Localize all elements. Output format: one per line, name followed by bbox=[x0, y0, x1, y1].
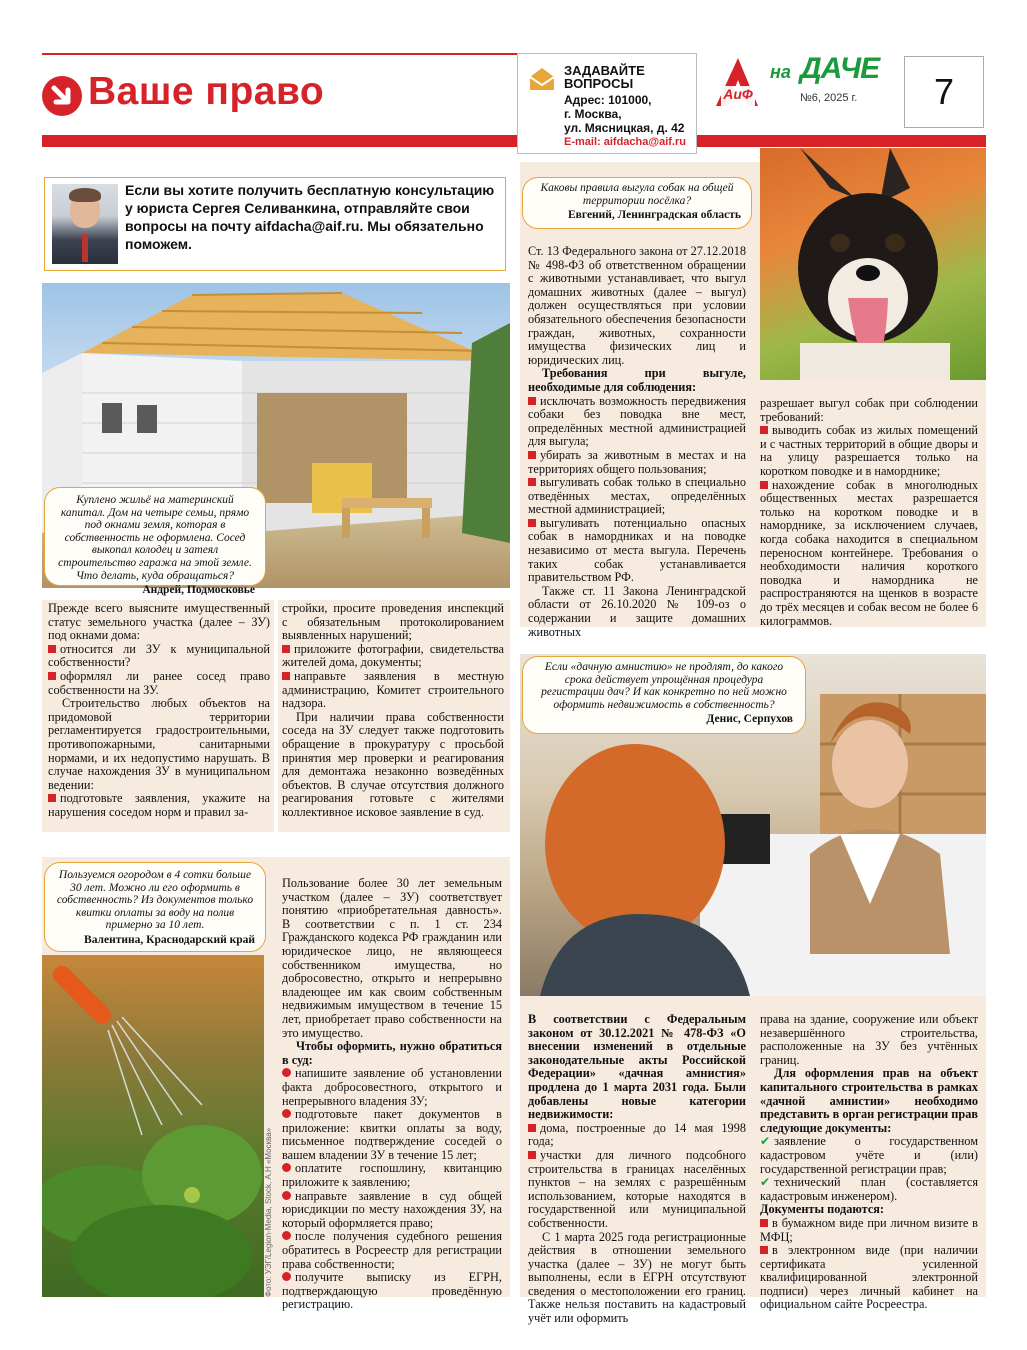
page-number: 7 bbox=[904, 56, 984, 128]
bullet-item: направьте заявление в суд общей юрисдикции по месту нахождения ЗУ, на который оформляется право; bbox=[282, 1188, 502, 1230]
section-arrow-icon bbox=[42, 76, 82, 116]
paragraph: стройки, просите проведения инспекций с обязательным протоколированием выявленных нарушений; bbox=[282, 601, 504, 643]
ask-box bbox=[517, 53, 697, 154]
envelope-icon bbox=[528, 66, 556, 97]
bullet-item: дома, построенные до 14 мая 1998 года; bbox=[528, 1120, 746, 1149]
bullet-item: направьте заявления в местную администрацию, Комитет строительного надзора. bbox=[282, 668, 504, 711]
article2-column-1 bbox=[528, 245, 746, 639]
bullet-item: участки для личного подсобного строительства в границах населённых пунктов – на землях с разрешённым использованием, которые находятся в государственной или муниципальной собственности. bbox=[528, 1147, 746, 1230]
aif-logo bbox=[712, 56, 762, 108]
bullet-item: выводить собак из жилых помещений и с частных территорий в общие дворы и на улицу разрешается только на коротком поводке и в наморднике; bbox=[760, 423, 978, 478]
paragraph: разрешает выгул собак при соблюдении требований: bbox=[760, 396, 978, 424]
article4-column-1 bbox=[528, 1013, 746, 1326]
question-text: Куплено жильё на материнский капитал. Дом на четыре семьи, прямо под окнами земля, которая в собственность не оформлена. Сосед выкопал колодец и затеял строительство гаража на этой земле. Что делать, куда обращаться? bbox=[58, 494, 252, 582]
checklist-item: ✔ заявление о государственном кадастровом учёте и (или) государственной регистрации прав; bbox=[760, 1135, 978, 1176]
article3-column bbox=[282, 877, 502, 1312]
bullet-item: напишите заявление об установлении факта добросовестного, открытого и непрерывного владения ЗУ; bbox=[282, 1066, 502, 1108]
checklist-item: ✔ технический план (составляется кадастровым инженером). bbox=[760, 1176, 978, 1203]
question-author: Денис, Серпухов bbox=[706, 713, 793, 726]
email-link[interactable]: E-mail: aifdacha@aif.ru bbox=[564, 136, 686, 148]
bullet-item: исключать возможность передвижения собаки без поводка вне мест, определённых местной администрацией для выгула; bbox=[528, 393, 746, 449]
paragraph: Ст. 13 Федерального закона от 27.12.2018 № 498-ФЗ об ответственном обращении с животными устанавливает, что выгул домашних животных (далее – выгул) должен осуществляться при условии обязательного обеспечения безопасности граждан, животных, сохранности имущества физических лиц и юридических лиц. bbox=[528, 244, 746, 367]
question-box-dogs bbox=[522, 177, 752, 229]
photo-credit: Фото: УЭГ/Legion-Media, Stock, А.Н «Москва» bbox=[264, 1127, 273, 1297]
address-line-2: г. Москва, bbox=[564, 107, 622, 121]
article2-column-2 bbox=[760, 397, 978, 628]
logo-na: на bbox=[770, 62, 791, 82]
logo-dacha: ДАЧЕ bbox=[800, 52, 880, 85]
article1-column-2 bbox=[278, 600, 510, 832]
watering-photo bbox=[42, 955, 264, 1297]
dog-photo bbox=[760, 148, 986, 380]
bullet-item: выгуливать собак только в специально отведённых местах, определённых местной администрацией; bbox=[528, 475, 746, 517]
bullet-item: нахождение собак в многолюдных общественных местах разрешается только на коротком поводке и в наморднике, за исключением случаев, когда собака находится в специальном переносном контейнере. Требования о необходимости наличия короткого поводка и намордника не распространяются на щенков в возрасте до трёх месяцев и собак весом не более 6 килограммов. bbox=[760, 477, 978, 628]
top-rule bbox=[42, 53, 517, 55]
bullet-item: убирать за животным в местах и на территориях общего пользования; bbox=[528, 447, 746, 476]
lawyer-photo bbox=[52, 184, 118, 264]
paragraph: Прежде всего выясните имущественный статус земельного участка (далее – ЗУ) под окнами дома: bbox=[48, 601, 270, 643]
subheading: Документы подаются: bbox=[760, 1202, 885, 1217]
section-title: Ваше право bbox=[88, 70, 325, 113]
issue-number: №6, 2025 г. bbox=[800, 92, 858, 104]
paragraph: Пользование более 30 лет земельным участком (далее – ЗУ) соответствует понятию «приобретательная давность». В соответствии с п. 1 ст. 234 Гражданского кодекса РФ гражданин или юридическое лицо, не являющееся собственником имущества, но добросовестно, открыто и непрерывно владеющее им как своим собственным недвижимым имуществом в течение 15 лет, приобретает право собственности на это имущество. bbox=[282, 876, 502, 1040]
paragraph: Также ст. 11 Закона Ленинградской области от 26.10.2020 № 109-оз о содержании и защите домашних животных bbox=[528, 583, 746, 639]
question-text: Если «дачную амнистию» не продлят, до какого срока действует упрощённая процедура регистрации дач? И как конкретно по ней можно оформить недвижимость в собственность? bbox=[541, 661, 787, 711]
question-text: Пользуемся огородом в 4 сотки больше 30 лет. Можно ли его оформить в собственность? Из документов только квитки оплаты за воду на полив примерно за 10 лет. bbox=[56, 869, 254, 932]
question-box-garden bbox=[44, 862, 266, 952]
paragraph: Строительство любых объектов на придомовой территории регламентируется градостроительными, противопожарными, санитарными нормами, и их недопустимо нарушать. В случае нахождения ЗУ в муниципальном ведении: bbox=[48, 696, 270, 792]
article4-column-2 bbox=[760, 1013, 978, 1312]
paragraph: При наличии права собственности соседа на ЗУ следует также подготовить обращение в прокуратуру с просьбой принятия мер проверки и реагирования для демонтажа незаконно возведённых объектов. В случае отсутствия должного реагирования готовьте с жителями коллективное исковое заявление в суд. bbox=[282, 709, 504, 819]
subheading: Чтобы оформить, нужно обратиться в суд: bbox=[282, 1039, 502, 1067]
bullet-item: получите выписку из ЕГРН, подтверждающую проведённую регистрацию. bbox=[282, 1270, 502, 1312]
question-author: Андрей, Подмосковье bbox=[142, 584, 255, 597]
paragraph: права на здание, сооружение или объект незавершённого строительства, расположенные на ЗУ без учтённых границ. bbox=[760, 1012, 978, 1067]
bottom-rule-left bbox=[42, 135, 517, 147]
bullet-item: подготовьте заявления, укажите на нарушения соседом норм и правил за- bbox=[48, 791, 270, 819]
bullet-item: выгуливать потенциально опасных собак в намордниках и на поводке независимо от места выгула. Перечень таких собак устанавливается правительством РФ. bbox=[528, 515, 746, 585]
intro-text: Если вы хотите получить бесплатную консультацию у юриста Сергея Селиванкина, отправляйте свои вопросы на почту aifdacha@aif.ru. Мы обязательно поможем. bbox=[125, 182, 495, 252]
address-line-1: Адрес: 101000, bbox=[564, 93, 652, 107]
bullet-item: оформлял ли ранее сосед право собственности на ЗУ. bbox=[48, 668, 270, 697]
bullet-item: в бумажном виде при личном визите в МФЦ; bbox=[760, 1215, 978, 1244]
bottom-rule-right bbox=[696, 135, 986, 147]
bullet-item: после получения судебного решения обратитесь в Росреестр для регистрации права собственности; bbox=[282, 1229, 502, 1271]
article1-column-1 bbox=[42, 600, 274, 832]
question-author: Валентина, Краснодарский край bbox=[84, 933, 255, 946]
aif-logo-text: АиФ bbox=[723, 86, 753, 102]
lead-paragraph: В соответствии с Федеральным законом от 30.12.2021 № 478-ФЗ «О внесении изменений в отдельные законодательные акты Российской Федерации» «дачная амнистия» продлена до 1 марта 2031 года. Были добавлены новые категории недвижимости: bbox=[528, 1012, 746, 1122]
bullet-item: приложите фотографии, свидетельства жителей дома, документы; bbox=[282, 641, 504, 670]
question-box-garage bbox=[44, 487, 266, 597]
question-box-amnesty bbox=[522, 656, 806, 734]
question-text: Каковы правила выгула собак на общей территории посёлка? bbox=[540, 182, 734, 207]
bullet-item: в электронном виде (при наличии сертификата усиленной квалифицированной электронной подписи) через личный кабинет на официальном сайте Росреестра. bbox=[760, 1243, 978, 1312]
ask-title: ЗАДАВАЙТЕ ВОПРОСЫ bbox=[564, 63, 645, 91]
bullet-item: подготовьте пакет документов в приложение: квитки оплаты за воду, письменное подтверждение соседей о вашем владении ЗУ в течение 15 лет; bbox=[282, 1107, 502, 1162]
address-line-3: ул. Мясницкая, д. 42 bbox=[564, 121, 685, 135]
bullet-item: относится ли ЗУ к муниципальной собственности? bbox=[48, 641, 270, 670]
subheading: Для оформления прав на объект капитального строительства в рамках «дачной амнистии» необходимо представить в орган регистрации прав следующие документы: bbox=[760, 1066, 978, 1135]
bullet-item: оплатите госпошлину, квитанцию приложите к заявлению; bbox=[282, 1161, 502, 1190]
subheading: Требования при выгуле, необходимые для соблюдения: bbox=[528, 366, 746, 394]
paragraph: С 1 марта 2025 года регистрационные действия в отношении земельного участка (далее – ЗУ) не могут быть выполнены, если в ЕГРН отсутствуют сведения о местоположении его границ. Также нельзя поставить на кадастровый учёт или оформить bbox=[528, 1229, 746, 1326]
question-author: Евгений, Ленинградская область bbox=[568, 209, 741, 222]
